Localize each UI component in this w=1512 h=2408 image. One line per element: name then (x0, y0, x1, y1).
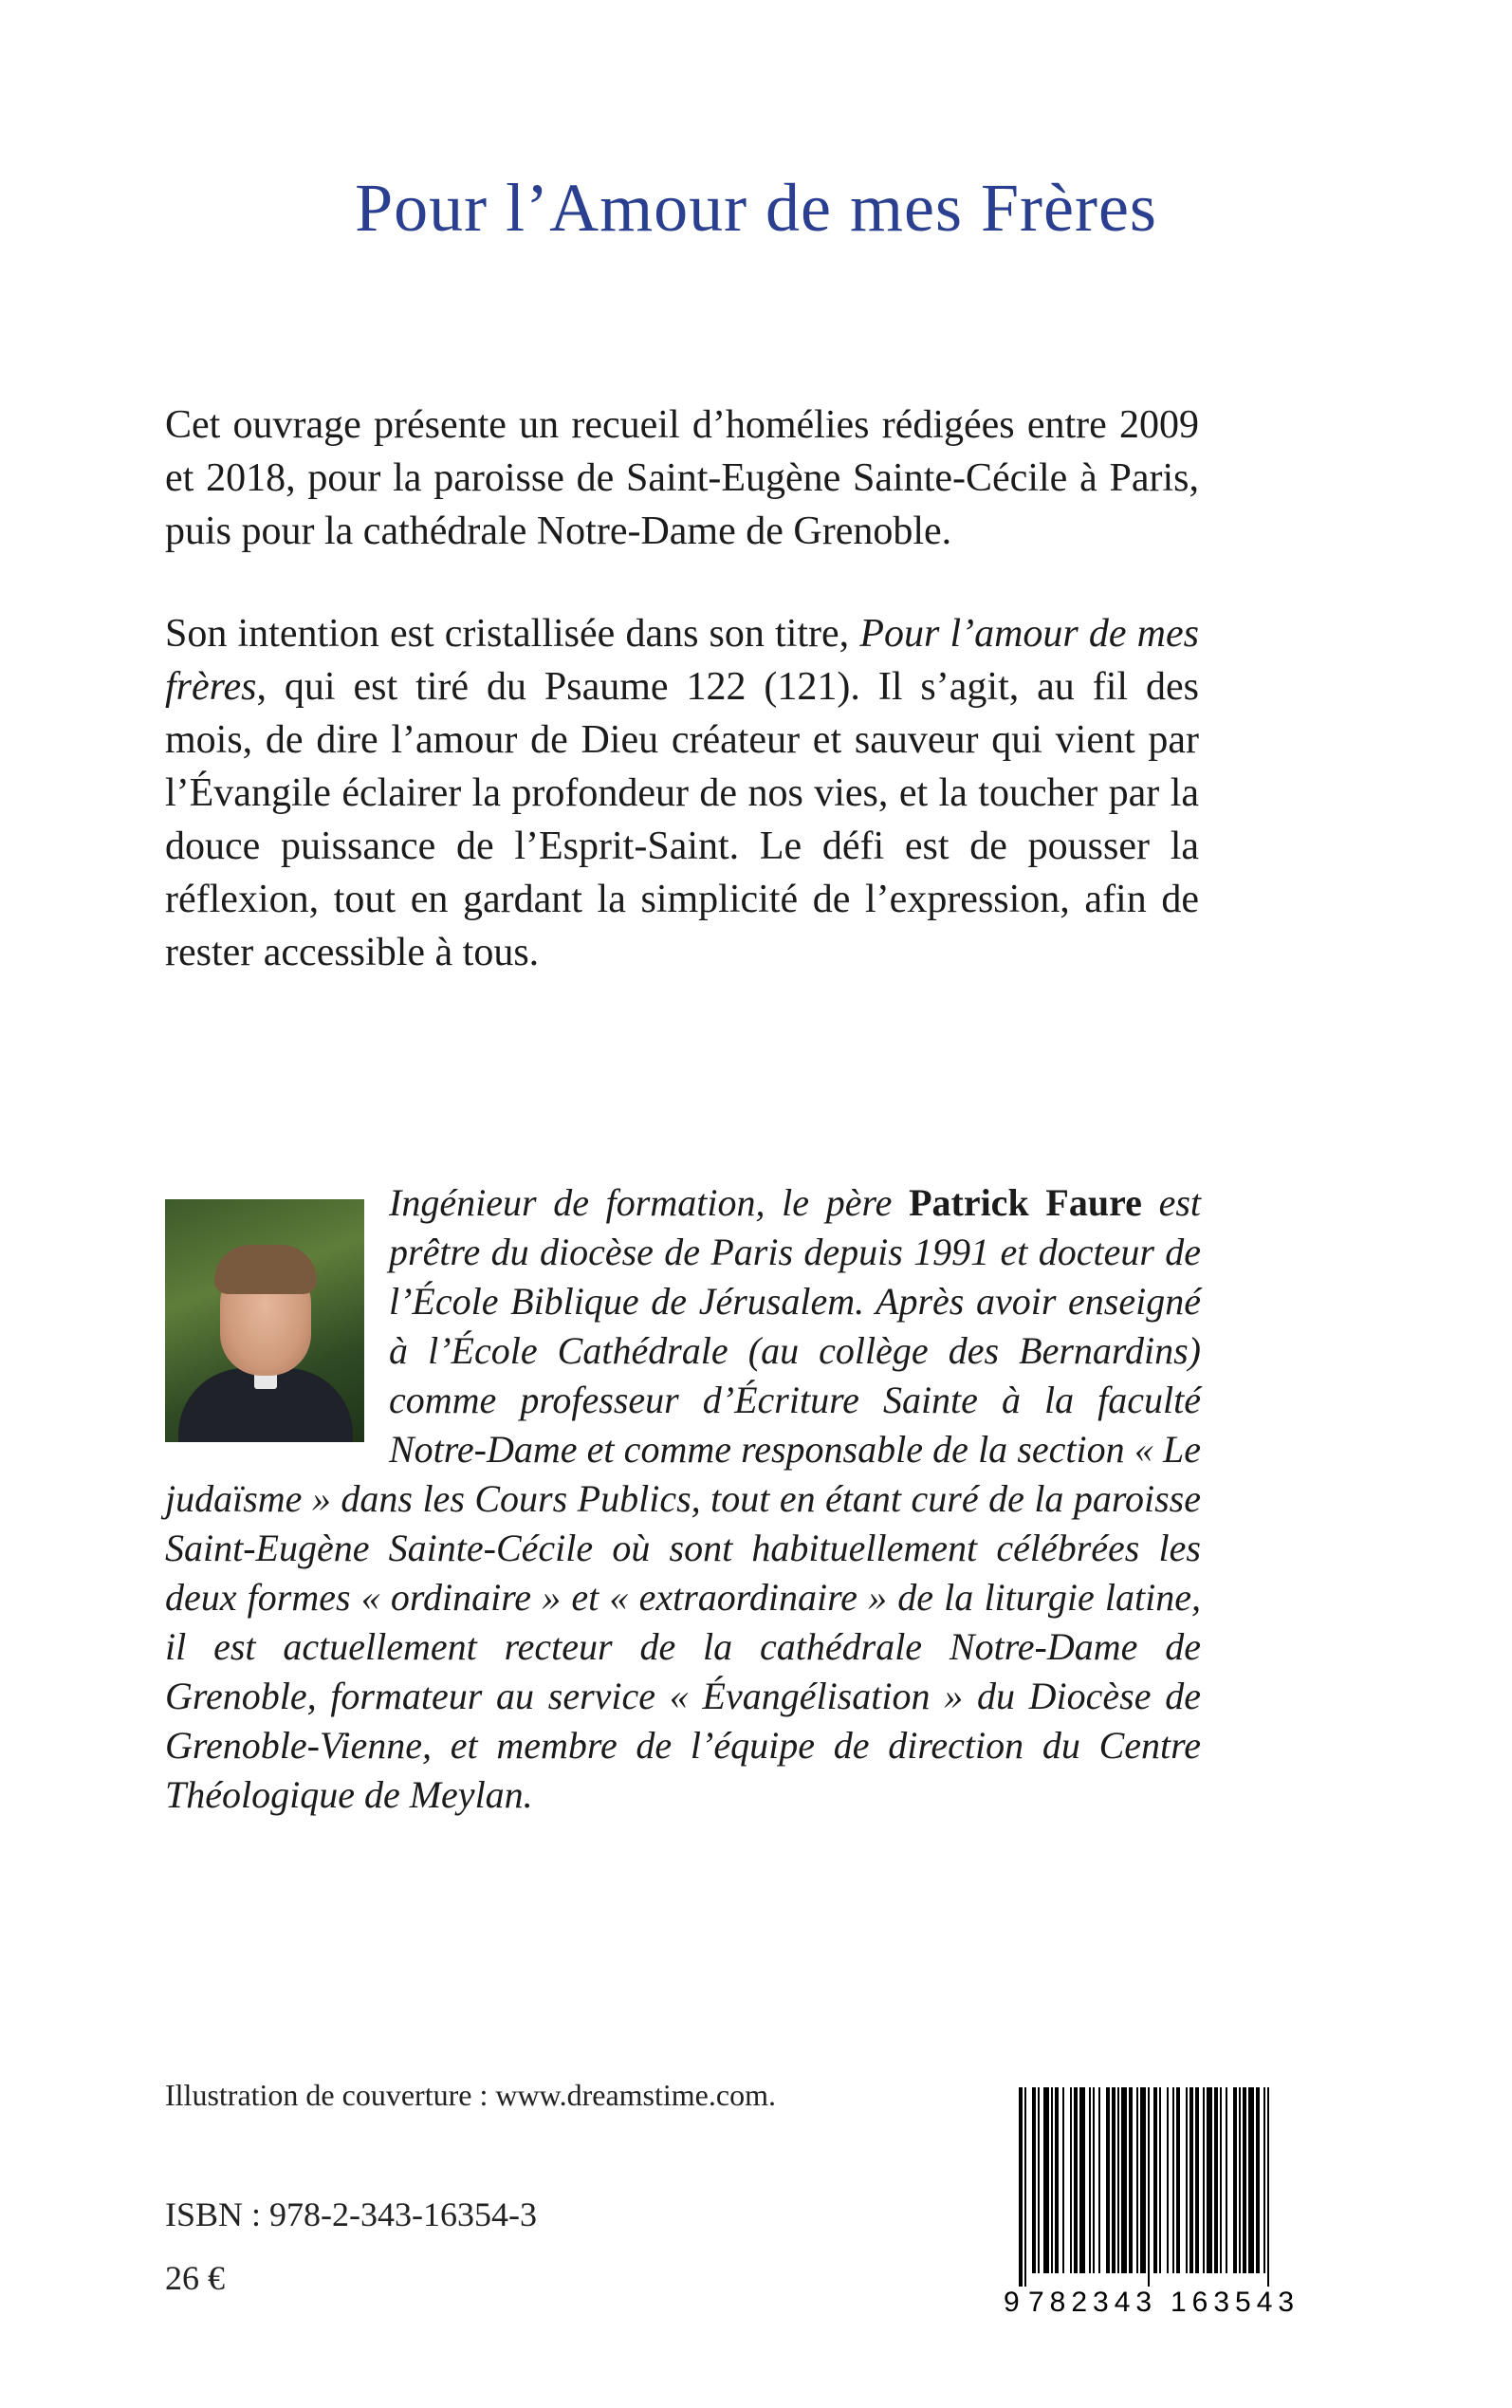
barcode-bar (1121, 2087, 1127, 2273)
barcode-bar (1129, 2087, 1133, 2273)
barcode-bar (1051, 2087, 1053, 2273)
author-name: Patrick Faure (909, 1181, 1142, 1224)
barcode-bar (1074, 2087, 1078, 2273)
barcode-bar (1117, 2087, 1119, 2273)
barcode-bar (1106, 2087, 1110, 2273)
barcode-bar (1062, 2087, 1064, 2273)
barcode-bar (1207, 2087, 1212, 2273)
barcode-bar (1112, 2087, 1116, 2273)
book-title: Pour l’Amour de mes Frères (355, 170, 1157, 246)
barcode-bar (1019, 2087, 1023, 2287)
author-portrait (165, 1199, 364, 1442)
barcode (998, 2084, 1320, 2321)
barcode-digits-left: 782343 (1028, 2287, 1158, 2318)
price: 26 € (165, 2259, 225, 2297)
barcode-digits-right: 163543 (1171, 2287, 1300, 2318)
barcode-bar (1203, 2087, 1205, 2273)
barcode-bar (1226, 2087, 1227, 2273)
barcode-bar (1089, 2087, 1091, 2273)
barcode-bar (1248, 2087, 1254, 2273)
barcode-bar (1263, 2087, 1265, 2273)
barcode-bar (1256, 2087, 1260, 2273)
author-bio (165, 1178, 1201, 1820)
barcode-bar (1140, 2087, 1146, 2273)
summary-paragraph-2 (165, 607, 1199, 979)
barcode-bars (1019, 2087, 1269, 2287)
author-bio-start: Ingénieur de formation, le père (389, 1181, 910, 1224)
barcode-bar (1233, 2087, 1237, 2273)
author-bio-end: est prêtre du diocèse de Paris depuis 1991 et docteur de l’École Biblique de Jérusalem. Après avoir enseigné à l’École Cathédrale (au collège des Bernardins) comme professeur d’Écriture Sainte à la faculté Notre-Dame et comme responsable de la section « Le judaïsme » dans les Cours Publics, tout en étant curé de la paroisse Saint-Eugène Sainte-Cécile où sont habituellement célébrées les deux formes « ordinaire » et « extraordinaire » de la liturgie latine, il est actuellement recteur de la cathédrale Notre-Dame de Grenoble, formateur au service « Évangélisation » du Diocèse de Grenoble-Vienne, et membre de l’équipe de direction du Centre Théologique de Meylan. (165, 1181, 1202, 1816)
barcode-bar (1093, 2087, 1095, 2273)
barcode-bar (1098, 2087, 1100, 2273)
cover-illustration-credit: Illustration de couverture : www.dreamstime.com. (165, 2078, 776, 2112)
barcode-bar (1024, 2087, 1026, 2287)
barcode-bar (1055, 2087, 1059, 2273)
barcode-bar (1214, 2087, 1218, 2273)
barcode-bar (1038, 2087, 1040, 2273)
barcode-bar (1189, 2087, 1193, 2273)
summary-p2-start: Son intention est cristallisée dans son titre, (165, 612, 860, 656)
barcode-bar (1159, 2087, 1161, 2273)
barcode-bar (1153, 2087, 1157, 2273)
barcode-bar (1267, 2087, 1269, 2287)
barcode-bar (1136, 2087, 1138, 2273)
barcode-bar (1032, 2087, 1036, 2273)
barcode-bar (1070, 2087, 1072, 2273)
isbn-number: ISBN : 978-2-343-16354-3 (165, 2195, 537, 2233)
book-summary (165, 398, 1199, 1028)
summary-paragraph-1: Cet ouvrage présente un recueil d’homélies rédigées entre 2009 et 2018, pour la paroisse de Saint-Eugène Sainte-Cécile à Paris, puis pour la cathédrale Notre-Dame de Grenoble. (165, 403, 1199, 553)
summary-p2-italic-title: Pour l’amour de mes frères (165, 612, 1199, 709)
barcode-bar (1239, 2087, 1241, 2273)
barcode-bar (1176, 2087, 1180, 2273)
barcode-bar (1148, 2087, 1150, 2287)
barcode-bar (1167, 2087, 1169, 2273)
summary-p2-end: , qui est tiré du Psaume 122 (121). Il s’agit, au fil des mois, de dire l’amour de Dieu créateur et sauveur qui vient par l’Évangile éclairer la profondeur de nos vies, et la toucher par la douce puissance de l’Esprit-Saint. Le défi est de pousser la réflexion, tout en gardant la simplicité de l’expression, afin de rester accessible à tous. (165, 665, 1199, 974)
barcode-bar (1043, 2087, 1049, 2273)
barcode-bar (1172, 2087, 1174, 2273)
barcode-bar (1079, 2087, 1085, 2273)
barcode-digit-lead: 9 (1004, 2287, 1020, 2318)
barcode-bar (1243, 2087, 1246, 2273)
barcode-bar (1186, 2087, 1188, 2273)
barcode-bar (1220, 2087, 1222, 2273)
barcode-bar (1195, 2087, 1199, 2273)
